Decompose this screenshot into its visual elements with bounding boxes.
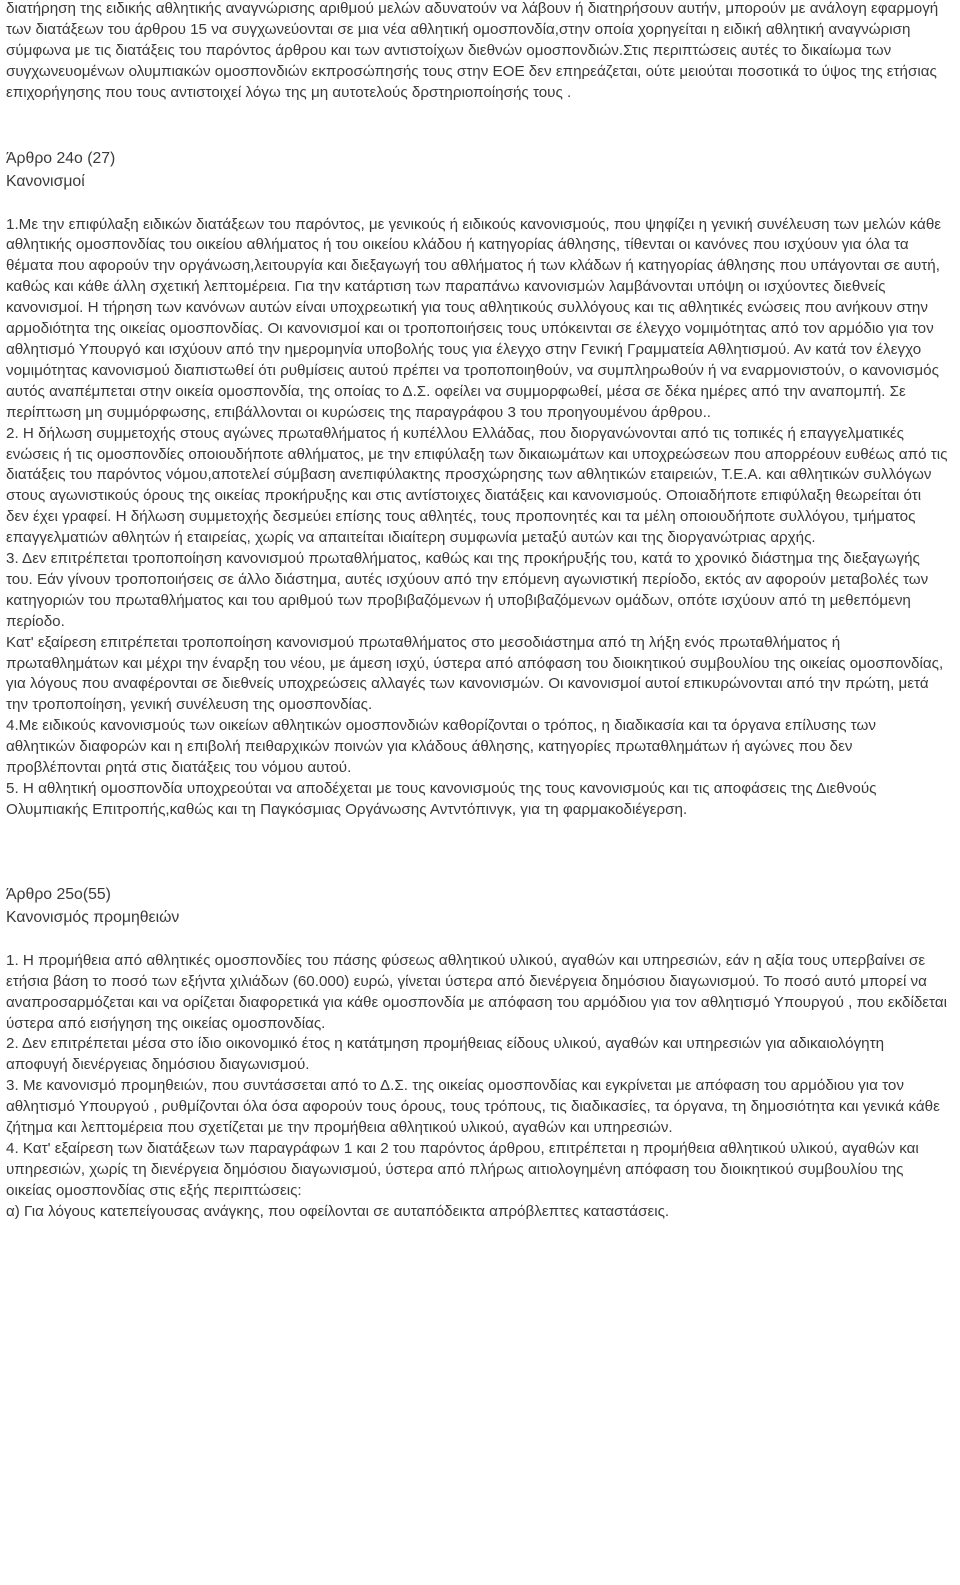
article-25-title: Άρθρο 25ο(55) bbox=[6, 885, 111, 903]
article-24 bbox=[6, 147, 948, 821]
article-25-paragraph-3: 3. Με κανονισμό προμηθειών, που συντάσσεται από το Δ.Σ. της οικείας ομοσπονδίας και εγκρίνεται με απόφαση του αρμόδιου για τον αθλητισμό Υπουργού , ρυθμίζονται όλα όσα αφορούν τους όρους, τους τρόπους, τις διαδικασίες, τα όργανα, τη δημοσιότητα και γενικά κάθε ζήτημα και λεπτομέρεια που σχετίζεται με την προμήθεια αθλητικού υλικού, αγαθών και υπηρεσιών. bbox=[6, 1077, 940, 1137]
article-25-item-a: α) Για λόγους κατεπείγουσας ανάγκης, που οφείλονται σε αυταπόδεικτα απρόβλεπτες καταστάσεις. bbox=[6, 1202, 670, 1220]
article-25 bbox=[6, 883, 948, 1223]
article-24-paragraph-4: 4.Με ειδικούς κανονισμούς των οικείων αθλητικών ομοσπονδιών καθορίζονται ο τρόπος, η διαδικασία και τα όργανα επίλυσης των αθλητικών διαφορών και η επιβολή πειθαρχικών ποινών για κλάδους άθλησης, κατηγορίες πρωταθλημάτων ή αγώνες που δεν προβλέπονται ρητά στις διατάξεις του νόμου αυτού. bbox=[6, 717, 876, 777]
intro-section bbox=[6, 0, 948, 104]
article-24-paragraph-5: 5. Η αθλητική ομοσπονδία υποχρεούται να αποδέχεται με τους κανονισμούς της τους κανονισμούς και τις αποφάσεις της Διεθνούς Ολυμπιακής Επιτροπής,καθώς και τη Παγκόσμιας Οργάνωσης Αντντόπινγκ, για τη φαρμακοδιέγερση. bbox=[6, 780, 877, 818]
article-25-paragraph-4: 4. Κατ' εξαίρεση των διατάξεων των παραγράφων 1 και 2 του παρόντος άρθρου, επιτρέπεται η προμήθεια αθλητικού υλικού, αγαθών και υπηρεσιών, χωρίς τη διενέργεια δημόσιου διαγωνισμού, ύστερα από πλήρως αιτιολογημένη απόφαση του διοικητικού συμβουλίου της οικείας ομοσπονδίας στις εξής περιπτώσεις: bbox=[6, 1139, 919, 1199]
article-24-paragraph-3: 3. Δεν επιτρέπεται τροποποίηση κανονισμού πρωταθλήματος, καθώς και της προκήρυξής του, κατά το χρονικό διάστημα της διεξαγωγής του. Εάν γίνουν τροποποιήσεις σε άλλο διάστημα, αυτές ισχύουν από την επόμενη αγωνιστική περίοδο, εκτός αν αφορούν μεταβολές των κατηγοριών του πρωταθλήματος και του αριθμού των προβιβαζόμενων ή υποβιβαζόμενων ομάδων, οπότε ισχύουν από τη μεθεπόμενη περίοδο. bbox=[6, 550, 929, 630]
article-24-paragraph-1: 1.Με την επιφύλαξη ειδικών διατάξεων του παρόντος, με γενικούς ή ειδικούς κανονισμούς, που ψηφίζει η γενική συνέλευση των μελών κάθε αθλητικής ομοσπονδίας του οικείου αθλήματος ή του οικείου κλάδου ή κατηγορίας άθλησης, τίθενται οι κανόνες που ισχύουν για όλα τα θέματα που αφορούν την οργάνωση,λειτουργία και διεξαγωγή του αθλήματος ή των κλάδων ή κατηγορίας άθλησης που υπάγονται σε αυτή, καθώς και κάθε άλλη σχετική λεπτομέρεια. Για την κατάρτιση των παραπάνω κανονισμών λαμβάνονται υπόψη οι ισχύοντες διεθνείς κανονισμοί. Η τήρηση των κανόνων αυτών είναι υποχρεωτική για τους αθλητικούς συλλόγους και τις αθλητικές ενώσεις που ανήκουν στην αρμοδιότητα της οικείας ομοσπονδίας. Οι κανονισμοί και οι τροποποιήσεις τους υπόκεινται σε έλεγχο νομιμότητας από τον αρμόδιο για τον αθλητισμό Υπουργό και ισχύουν από την ημερομηνία υποβολής τους για έλεγχο στην Γενική Γραμματεία Αθλητισμού. Αν κατά τον έλεγχο νομιμότητας κανονισμού διαπιστωθεί ότι ρυθμίσεις αυτού πρέπει να τροποποιηθούν, να συμπληρωθούν ή να εναρμονιστούν, ο κανονισμός αυτός αναπέμπεται στην οικεία ομοσπονδία, της οποίας το Δ.Σ. οφείλει να συμμορφωθεί, μέσα σε δέκα ημέρες από την αναπομπή. Σε περίπτωση μη συμμόρφωσης, επιβάλλονται οι κυρώσεις της παραγράφου 3 του προηγουμένου άρθρου.. bbox=[6, 215, 942, 421]
article-24-paragraph-3-exception: Κατ' εξαίρεση επιτρέπεται τροποποίηση κανονισμού πρωταθλήματος στο μεσοδιάστημα από τη λήξη ενός πρωταθλήματος ή πρωταθλημάτων και μέχρι την έναρξη του νέου, με άμεση ισχύ, ύστερα από απόφαση του διοικητικού συμβουλίου της οικείας ομοσπονδίας, για λόγους που αναφέρονται σε διεθνείς υποχρεώσεις αλλαγές των κανονισμών. Οι κανονισμοί αυτοί επικυρώνονται από την πρώτη, μετά την τροποποίηση, γενική συνέλευση της ομοσπονδίας. bbox=[6, 633, 944, 714]
article-25-subtitle: Κανονισμός προμηθειών bbox=[6, 908, 180, 926]
intro-paragraph: διατήρηση της ειδικής αθλητικής αναγνώρισης αριθμού μελών αδυνατούν να λάβουν ή διατηρήσουν αυτήν, μπορούν με ανάλογη εφαρμογή των διατάξεων του άρθρου 15 να συγχωνεύονται σε μια νέα αθλητική ομοσπονδία,στην οποία χορηγείται η ειδική αθλητική αναγνώριση σύμφωνα με τις διατάξεις του παρόντος άρθρου και των αντιστοίχων διεθνών ομοσπονδιών.Στις περιπτώσεις αυτές το δικαίωμα των συγχωνευομένων ολυμπιακών ομοσπονδιών εκπροσώπησής τους στην ΕΟΕ δεν επηρεάζεται, ούτε μειούται ποσοτικά το ύψος της ετήσιας επιχορήγησης που τους αντιστοιχεί λόγω της μη αυτοτελούς δρστηριοποίησής τους . bbox=[6, 0, 939, 101]
article-24-subtitle: Κανονισμοί bbox=[6, 172, 85, 190]
article-24-body bbox=[6, 215, 948, 821]
article-25-paragraph-1: 1. Η προμήθεια από αθλητικές ομοσπονδίες του πάσης φύσεως αθλητικού υλικού, αγαθών και υπηρεσιών, εάν η αξία τους υπερβαίνει σε ετήσια βάση το ποσό των εξήντα χιλιάδων (60.000) ευρώ, γίνεται ύστερα από διενέργεια δημόσιου διαγωνισμού. Το ποσό αυτό μπορεί να αναπροσαρμόζεται και να ορίζεται διαφορετικά για κάθε ομοσπονδία με απόφαση του αρμόδιου για τον αθλητισμό Υπουργού , που εκδίδεται ύστερα από εισήγηση της οικείας ομοσπονδίας. bbox=[6, 951, 947, 1032]
article-24-paragraph-2: 2. Η δήλωση συμμετοχής στους αγώνες πρωταθλήματος ή κυπέλλου Ελλάδας, που διοργανώνονται από τις τοπικές ή επαγγελματικές ενώσεις ή τις ομοσπονδίες οποιουδήποτε αθλήματος, με την επιφύλαξη των δικαιωμάτων και υποχρεώσεων που απορρέουν ευθέως από τις διατάξεις του παρόντος νόμου,αποτελεί σύμβαση ανεπιφύλακτης προσχώρησης των αθλητικών εταιρειών, Τ.Ε.Α. και αθλητικών συλλόγων στους αγωνιστικούς όρους της οικείας προκήρυξης και στις αντίστοιχες διατάξεις και κανονισμούς. Οποιαδήποτε επιφύλαξη θεωρείται ότι δεν έχει γραφεί. Η δήλωση συμμετοχής δεσμεύει επίσης τους αθλητές, τους προπονητές και τα μέλη οποιουδήποτε συλλόγου, τμήματος επαγγελματιών αθλητών ή εταιρείας, χωρίς να απαιτείται ιδιαίτερη συμφωνία μεταξύ αυτών και της διοργανώτριας αρχής. bbox=[6, 424, 948, 547]
article-25-paragraph-2: 2. Δεν επιτρέπεται μέσα στο ίδιο οικονομικό έτος η κατάτμηση προμήθειας είδους υλικού, αγαθών και υπηρεσιών για αδικαιολόγητη αποφυγή διενέργειας δημόσιου διαγωνισμού. bbox=[6, 1035, 885, 1074]
article-25-body bbox=[6, 951, 948, 1223]
article-24-title: Άρθρο 24ο (27) bbox=[6, 149, 116, 167]
